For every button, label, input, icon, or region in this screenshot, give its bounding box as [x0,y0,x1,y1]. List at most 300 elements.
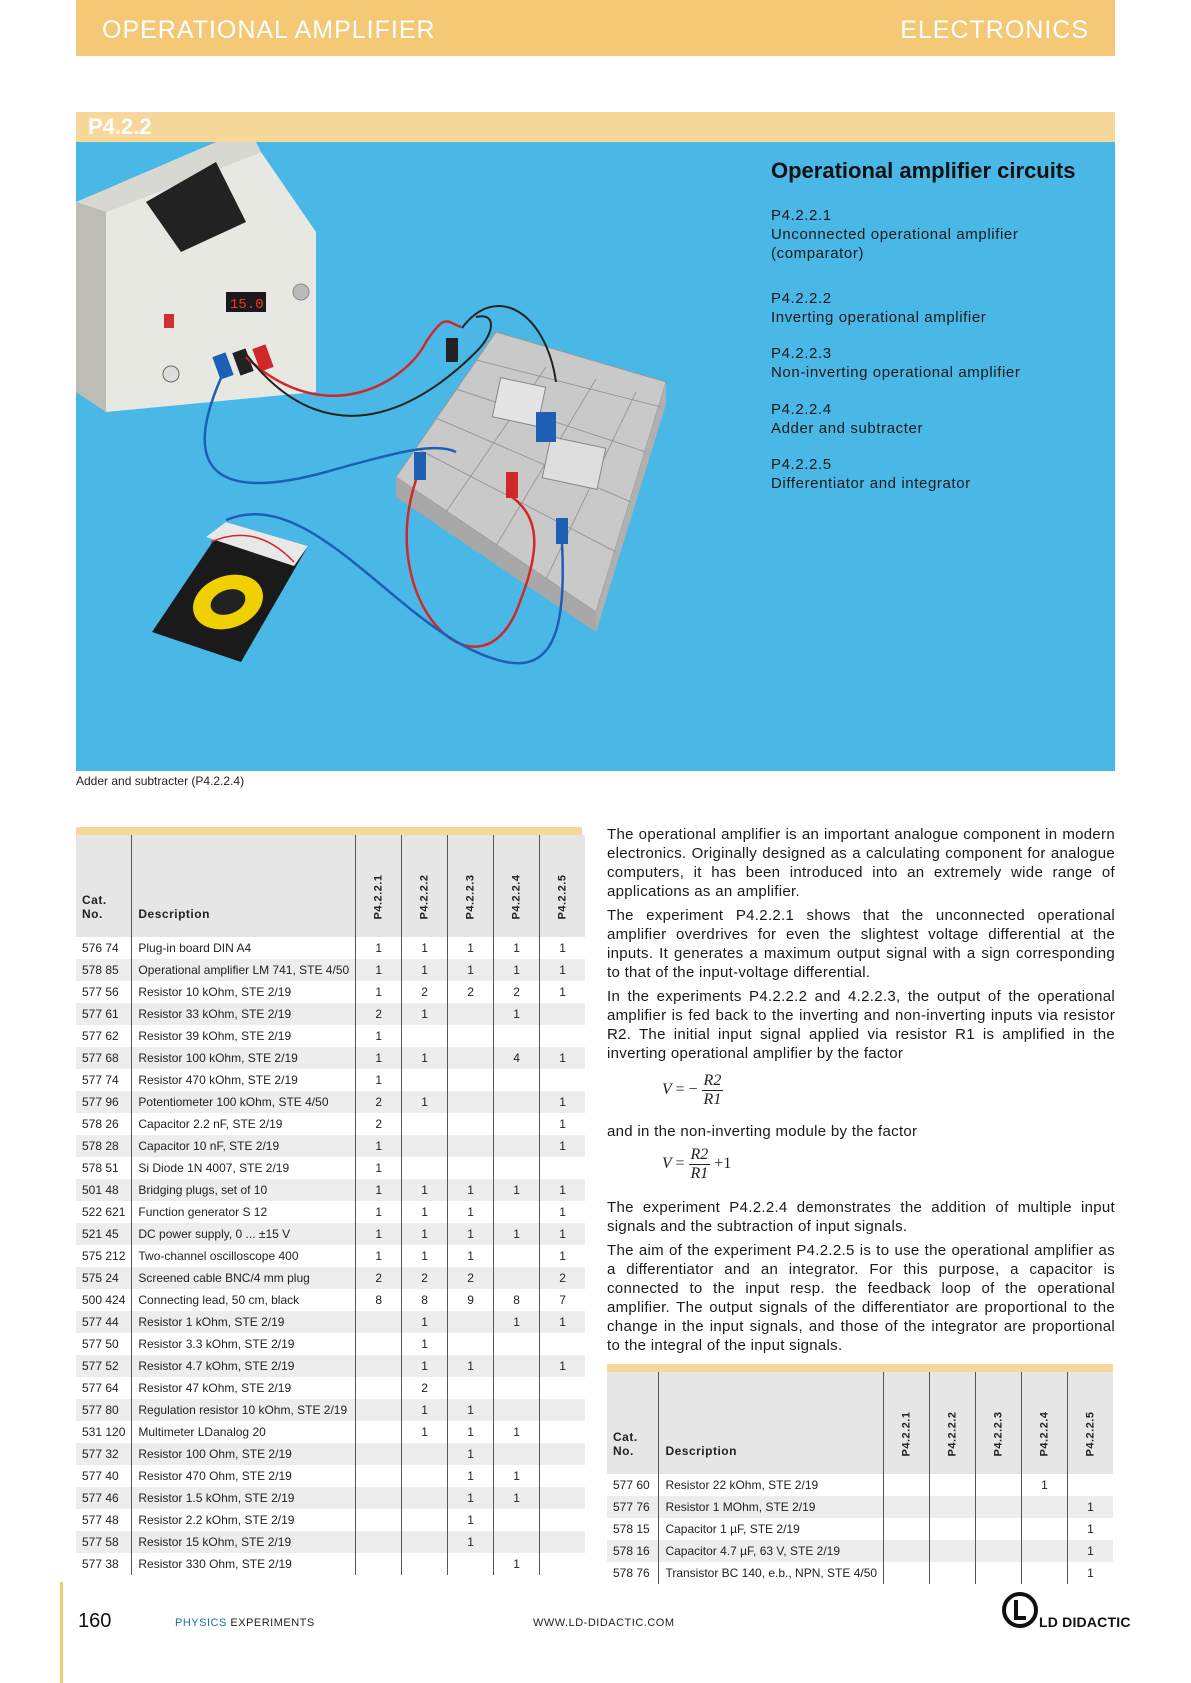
quantity-cell: 1 [540,1245,585,1267]
cat-no-cell: 577 38 [76,1553,132,1575]
quantity-cell [930,1518,976,1540]
experiment-code: P4.2.2.1 [771,207,832,224]
column-header-experiment: P4.2.2.4 [494,835,540,937]
footer-accent-line [60,1582,63,1683]
table-row [76,1223,585,1245]
equipment-table-2 [607,1372,1113,1584]
quantity-cell: 1 [494,1003,540,1025]
table-row [76,1179,585,1201]
quantity-cell [540,1025,585,1047]
description-cell: Capacitor 4.7 µF, 63 V, STE 2/19 [659,1540,884,1562]
experiment-name: Non-inverting operational amplifier [771,364,1021,381]
quantity-cell [356,1399,402,1421]
description-cell: Capacitor 2.2 nF, STE 2/19 [132,1113,356,1135]
quantity-cell: 1 [356,1157,402,1179]
quantity-cell: 1 [494,1421,540,1443]
quantity-cell [884,1562,930,1584]
description-text-3 [607,1198,1115,1360]
quantity-cell: 1 [494,1223,540,1245]
cat-no-cell: 578 16 [607,1540,659,1562]
quantity-cell [540,1377,585,1399]
table-row [76,1289,585,1311]
cat-no-cell: 577 56 [76,981,132,1003]
cat-no-cell: 577 68 [76,1047,132,1069]
description-cell: Regulation resistor 10 kOhm, STE 2/19 [132,1399,356,1421]
quantity-cell [540,1465,585,1487]
column-header-cat: Cat. No. [76,835,132,937]
column-header-experiment: P4.2.2.1 [884,1372,930,1474]
cat-no-cell: 575 24 [76,1267,132,1289]
description-cell: Resistor 470 Ohm, STE 2/19 [132,1465,356,1487]
cat-no-cell: 500 424 [76,1289,132,1311]
description-cell: Capacitor 1 µF, STE 2/19 [659,1518,884,1540]
footer-experiments-label: EXPERIMENTS [230,1617,315,1629]
quantity-cell: 1 [402,1399,448,1421]
figure-caption: Adder and subtracter (P4.2.2.4) [76,774,245,788]
quantity-cell [494,1069,540,1091]
quantity-cell: 1 [540,1201,585,1223]
quantity-cell: 9 [448,1289,494,1311]
section-bar [76,112,1115,142]
quantity-cell [540,1333,585,1355]
description-cell: Resistor 330 Ohm, STE 2/19 [132,1553,356,1575]
quantity-cell [494,1399,540,1421]
description-cell: Resistor 100 Ohm, STE 2/19 [132,1443,356,1465]
quantity-cell: 2 [540,1267,585,1289]
quantity-cell [448,1025,494,1047]
table-row [76,1509,585,1531]
description-cell: Resistor 470 kOhm, STE 2/19 [132,1069,356,1091]
table-row [607,1540,1113,1562]
quantity-cell: 1 [402,1091,448,1113]
quantity-cell: 1 [540,1355,585,1377]
cat-no-cell: 575 212 [76,1245,132,1267]
table-row [76,1135,585,1157]
cat-no-cell: 577 44 [76,1311,132,1333]
cat-no-cell: 531 120 [76,1421,132,1443]
equipment-table-1 [76,835,585,1575]
cat-no-cell: 577 40 [76,1465,132,1487]
quantity-cell [540,1399,585,1421]
quantity-cell [884,1540,930,1562]
quantity-cell: 1 [402,1179,448,1201]
footer-physics-label: PHYSICS [175,1617,227,1629]
quantity-cell: 1 [402,1003,448,1025]
table-row [76,1069,585,1091]
quantity-cell [930,1562,976,1584]
quantity-cell: 1 [494,1487,540,1509]
quantity-cell [494,1157,540,1179]
column-header-description: Description [659,1372,884,1474]
quantity-cell: 1 [448,937,494,959]
experiment-code: P4.2.2.4 [771,401,832,418]
description-cell: Resistor 1.5 kOhm, STE 2/19 [132,1487,356,1509]
quantity-cell: 2 [402,1377,448,1399]
quantity-cell: 1 [1068,1540,1113,1562]
quantity-cell [494,1267,540,1289]
quantity-cell: 1 [356,1223,402,1245]
description-cell: Transistor BC 140, e.b., NPN, STE 4/50 [659,1562,884,1584]
table-row [607,1474,1113,1496]
cat-no-cell: 577 50 [76,1333,132,1355]
quantity-cell: 1 [356,1201,402,1223]
quantity-cell [494,1333,540,1355]
chapter-title: OPERATIONAL AMPLIFIER [102,16,436,44]
table-row [76,1355,585,1377]
quantity-cell [930,1474,976,1496]
table-row [76,959,585,981]
section-code: P4.2.2 [88,114,152,139]
cat-no-cell: 577 52 [76,1355,132,1377]
quantity-cell: 1 [1068,1496,1113,1518]
quantity-cell: 2 [356,1113,402,1135]
quantity-cell [540,1487,585,1509]
description-cell: Resistor 1 MOhm, STE 2/19 [659,1496,884,1518]
quantity-cell: 1 [494,1465,540,1487]
quantity-cell [976,1496,1022,1518]
table-row [607,1496,1113,1518]
quantity-cell: 1 [494,937,540,959]
quantity-cell [356,1377,402,1399]
quantity-cell: 1 [448,1179,494,1201]
column-header-experiment: P4.2.2.3 [448,835,494,937]
column-header-experiment: P4.2.2.1 [356,835,402,937]
quantity-cell [402,1531,448,1553]
description-cell: Resistor 33 kOhm, STE 2/19 [132,1003,356,1025]
quantity-cell: 1 [448,1509,494,1531]
table-header-row [76,835,585,937]
quantity-cell: 1 [356,959,402,981]
description-cell: Resistor 10 kOhm, STE 2/19 [132,981,356,1003]
quantity-cell: 1 [356,1245,402,1267]
quantity-cell: 7 [540,1289,585,1311]
quantity-cell [448,1091,494,1113]
quantity-cell [402,1135,448,1157]
quantity-cell [494,1355,540,1377]
quantity-cell: 1 [402,1355,448,1377]
table-row [76,1003,585,1025]
quantity-cell [494,1201,540,1223]
quantity-cell: 1 [448,1245,494,1267]
quantity-cell: 1 [540,1223,585,1245]
table-row [76,1267,585,1289]
quantity-cell [356,1311,402,1333]
table-row [76,937,585,959]
quantity-cell: 1 [448,959,494,981]
description-cell: Resistor 47 kOhm, STE 2/19 [132,1377,356,1399]
quantity-cell [1022,1540,1068,1562]
description-cell: Resistor 3.3 kOhm, STE 2/19 [132,1333,356,1355]
quantity-cell: 1 [540,1113,585,1135]
table-row [76,1421,585,1443]
quantity-cell: 1 [402,1311,448,1333]
quantity-cell [494,1135,540,1157]
quantity-cell [884,1496,930,1518]
cat-no-cell: 577 60 [607,1474,659,1496]
paragraph: and in the non-inverting module by the factor [607,1123,918,1140]
table-row [607,1562,1113,1584]
quantity-cell [494,1025,540,1047]
quantity-cell [448,1311,494,1333]
quantity-cell [1022,1496,1068,1518]
quantity-cell: 1 [448,1223,494,1245]
cat-no-cell: 577 76 [607,1496,659,1518]
experiment-code: P4.2.2.3 [771,345,832,362]
paragraph: The experiment P4.2.2.1 shows that the unconnected operational amplifier overdrives for even the slightest voltage differential at the inputs. It generates a maximum output signal with a sign corresponding to that of the input-voltage differential. [607,907,1115,981]
quantity-cell [494,1091,540,1113]
experiment-item [771,455,1101,493]
quantity-cell [494,1113,540,1135]
cat-no-cell: 576 74 [76,937,132,959]
quantity-cell: 1 [540,1047,585,1069]
quantity-cell [494,1443,540,1465]
quantity-cell [402,1465,448,1487]
quantity-cell [356,1487,402,1509]
quantity-cell [448,1069,494,1091]
description-cell: Resistor 22 kOhm, STE 2/19 [659,1474,884,1496]
description-text-2 [607,1122,1115,1146]
quantity-cell: 1 [402,1047,448,1069]
quantity-cell [540,1531,585,1553]
quantity-cell [402,1157,448,1179]
quantity-cell [448,1333,494,1355]
description-cell: Resistor 2.2 kOhm, STE 2/19 [132,1509,356,1531]
experiment-name: Inverting operational amplifier [771,309,987,326]
quantity-cell [494,1377,540,1399]
quantity-cell: 1 [356,1025,402,1047]
experiment-item [771,400,1101,438]
cat-no-cell: 522 621 [76,1201,132,1223]
formula-inverting: V = − $\frac{R2}{R1}$ [662,1072,722,1108]
footer-url[interactable]: WWW.LD-DIDACTIC.COM [533,1617,675,1629]
quantity-cell: 1 [540,1135,585,1157]
hero-title: Operational amplifier circuits [771,158,1076,183]
quantity-cell: 1 [494,1311,540,1333]
table-row [76,1245,585,1267]
experiment-name: Unconnected operational amplifier (comparator) [771,226,1019,262]
description-cell: Resistor 15 kOhm, STE 2/19 [132,1531,356,1553]
quantity-cell [356,1553,402,1575]
cat-no-cell: 577 61 [76,1003,132,1025]
quantity-cell: 1 [402,1421,448,1443]
quantity-cell [448,1047,494,1069]
quantity-cell: 8 [402,1289,448,1311]
cat-no-cell: 577 46 [76,1487,132,1509]
quantity-cell: 1 [356,1135,402,1157]
experiment-code: P4.2.2.5 [771,456,832,473]
quantity-cell [540,1157,585,1179]
table-row [76,1333,585,1355]
quantity-cell: 1 [448,1465,494,1487]
cat-no-cell: 578 26 [76,1113,132,1135]
column-header-description: Description [132,835,356,937]
table-row [76,1047,585,1069]
quantity-cell [356,1421,402,1443]
quantity-cell: 1 [448,1487,494,1509]
quantity-cell: 1 [540,959,585,981]
quantity-cell [1068,1474,1113,1496]
quantity-cell [356,1465,402,1487]
cat-no-cell: 577 32 [76,1443,132,1465]
display-reading: 15.0 [230,297,264,313]
table-row [76,1091,585,1113]
column-header-experiment: P4.2.2.5 [1068,1372,1113,1474]
quantity-cell: 1 [402,1223,448,1245]
quantity-cell: 1 [448,1355,494,1377]
footer-series [175,1617,315,1629]
quantity-cell [356,1531,402,1553]
cat-no-cell: 577 80 [76,1399,132,1421]
quantity-cell: 2 [494,981,540,1003]
experiment-item [771,206,1101,263]
quantity-cell: 1 [402,959,448,981]
quantity-cell: 2 [356,1003,402,1025]
logo-text: LD DIDACTIC [1039,1614,1131,1630]
cat-no-cell: 577 64 [76,1377,132,1399]
table2-topband [607,1364,1113,1372]
quantity-cell [930,1496,976,1518]
quantity-cell: 1 [540,1179,585,1201]
quantity-cell: 1 [402,1201,448,1223]
quantity-cell [402,1553,448,1575]
quantity-cell [356,1443,402,1465]
description-cell: Plug-in board DIN A4 [132,937,356,959]
quantity-cell: 1 [356,1047,402,1069]
quantity-cell [494,1531,540,1553]
formula-noninverting: V = $\frac{R2}{R1}$ +1 [662,1146,732,1182]
cat-no-cell: 578 28 [76,1135,132,1157]
quantity-cell [402,1443,448,1465]
quantity-cell [402,1025,448,1047]
description-cell: Potentiometer 100 kOhm, STE 4/50 [132,1091,356,1113]
quantity-cell: 1 [448,1399,494,1421]
column-header-experiment: P4.2.2.3 [976,1372,1022,1474]
description-cell: DC power supply, 0 ... ±15 V [132,1223,356,1245]
description-text [607,825,1115,1068]
quantity-cell [540,1003,585,1025]
quantity-cell: 1 [402,937,448,959]
table-row [76,1157,585,1179]
cat-no-cell: 501 48 [76,1179,132,1201]
quantity-cell [402,1113,448,1135]
equipment-illustration [76,142,676,771]
quantity-cell: 1 [402,1333,448,1355]
quantity-cell: 1 [494,959,540,981]
cat-no-cell: 578 76 [607,1562,659,1584]
table1-topband [76,827,582,835]
quantity-cell: 1 [356,937,402,959]
quantity-cell: 1 [356,981,402,1003]
quantity-cell: 1 [494,1179,540,1201]
quantity-cell: 2 [356,1091,402,1113]
quantity-cell [402,1487,448,1509]
quantity-cell [1022,1562,1068,1584]
description-cell: Function generator S 12 [132,1201,356,1223]
column-header-experiment: P4.2.2.2 [402,835,448,937]
quantity-cell [976,1562,1022,1584]
table-row [76,1025,585,1047]
quantity-cell [494,1509,540,1531]
quantity-cell [448,1003,494,1025]
table-row [76,1487,585,1509]
cat-no-cell: 521 45 [76,1223,132,1245]
quantity-cell: 4 [494,1047,540,1069]
quantity-cell [448,1157,494,1179]
hero-panel [76,142,1115,771]
experiment-name: Differentiator and integrator [771,475,971,492]
quantity-cell: 1 [356,1179,402,1201]
quantity-cell: 1 [1022,1474,1068,1496]
quantity-cell [448,1553,494,1575]
table-header-row [607,1372,1113,1474]
description-cell: Screened cable BNC/4 mm plug [132,1267,356,1289]
quantity-cell: 1 [448,1531,494,1553]
table-row [76,1553,585,1575]
quantity-cell: 1 [494,1553,540,1575]
paragraph: The aim of the experiment P4.2.2.5 is to use the operational amplifier as a differentiator and an integrator. For this purpose, a capacitor is connected to the input resp. the feedback loop of the operational amplifier. The output signals of the differentiator are proportional to the change in the input signals, and those of the integrator are proportional to the integral of the input signals. [607,1242,1115,1354]
table-row [607,1518,1113,1540]
column-header-experiment: P4.2.2.5 [540,835,585,937]
quantity-cell: 1 [1068,1518,1113,1540]
table-row [76,1443,585,1465]
quantity-cell [356,1355,402,1377]
quantity-cell: 1 [448,1443,494,1465]
quantity-cell: 8 [494,1289,540,1311]
quantity-cell [402,1069,448,1091]
table-row [76,1399,585,1421]
quantity-cell [540,1509,585,1531]
quantity-cell: 2 [402,981,448,1003]
table-row [76,1531,585,1553]
quantity-cell [540,1443,585,1465]
paragraph: In the experiments P4.2.2.2 and 4.2.2.3, the output of the operational amplifier is fed back to the inverting and non-inverting inputs via resistor R2. The initial input signal applied via resistor R1 is amplified in the inverting operational amplifier by the factor [607,988,1115,1062]
quantity-cell [540,1069,585,1091]
table-row [76,1377,585,1399]
description-cell: Connecting lead, 50 cm, black [132,1289,356,1311]
cat-no-cell: 578 51 [76,1157,132,1179]
experiment-item [771,289,1101,327]
header-bar [76,0,1115,56]
quantity-cell: 1 [540,937,585,959]
table-row [76,1201,585,1223]
quantity-cell: 1 [448,1201,494,1223]
quantity-cell [540,1553,585,1575]
quantity-cell [884,1518,930,1540]
quantity-cell [494,1245,540,1267]
cat-no-cell: 578 15 [607,1518,659,1540]
description-cell: Capacitor 10 nF, STE 2/19 [132,1135,356,1157]
description-cell: Bridging plugs, set of 10 [132,1179,356,1201]
quantity-cell: 2 [356,1267,402,1289]
column-header-experiment: P4.2.2.2 [930,1372,976,1474]
quantity-cell [448,1377,494,1399]
table-row [76,1311,585,1333]
table-row [76,1465,585,1487]
quantity-cell: 1 [540,1311,585,1333]
description-cell: Resistor 4.7 kOhm, STE 2/19 [132,1355,356,1377]
description-cell: Two-channel oscilloscope 400 [132,1245,356,1267]
quantity-cell: 1 [448,1421,494,1443]
quantity-cell: 1 [1068,1562,1113,1584]
quantity-cell [448,1113,494,1135]
column-header-cat: Cat. No. [607,1372,659,1474]
column-header-experiment: P4.2.2.4 [1022,1372,1068,1474]
table-row [76,1113,585,1135]
cat-no-cell: 577 48 [76,1509,132,1531]
quantity-cell [356,1509,402,1531]
cat-no-cell: 577 96 [76,1091,132,1113]
description-cell: Resistor 1 kOhm, STE 2/19 [132,1311,356,1333]
